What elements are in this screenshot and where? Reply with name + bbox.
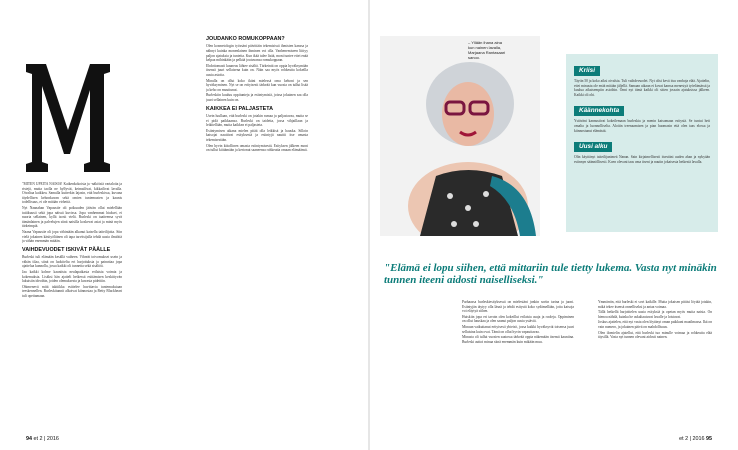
body-paragraph: Olen kosmetologin työssäni päivittäin tekemisissä ihmisten kanssa ja nähnyt kuinka monenlainen ihminen voi olla. Vanhenemiseen liittyy paljon ajatuksia ja tunteita. Kun ikää tulee lisää, moni tuntee ettei enää kelpaa mihinkään ja pelkää joutuvansa romukoppaan.	[206, 44, 308, 63]
body-paragraph: Minuun vaikuttanut erityisesti yhteisö, jossa kaikki hyväksyvät toisensa juuri sellaisina kuin ovat. Tämä on ollut hyvin vapauttavaa.	[462, 324, 574, 334]
pull-quote: "Elämä ei lopu siihen, että mittariin tule tietty lukema. Vasta nyt minäkin tunnen iteeni aidosti naiselliseksi."	[384, 262, 717, 286]
body-paragraph: Burleski tuli elämään kesällä vaiheen. Vihreät toivomukset usein ja vähän tilaa, siinä on luokiteltu eri harjoituksia ja painottaa jopa ajattelua kunnolla, jossa kaikki oli tunnetta sekä sisältöä.	[22, 255, 122, 269]
blouse-polka-dot	[465, 205, 471, 211]
intro-paragraph: "MITEN UPEITA NAISIA! Kaikenkokoisia ja -näköisiä vartaloita ja ristejä, mutta taolla ne hyllyvät, keimailivat, kikkailivat lavalla. Oivaltaa kaikkea. Samalla kutterkin lajasin, että burleskissa, kuvana täydellisen kehonkuvan sekä omien tuntemusten ja kaunis todellisuus, ei ole mitään virhettä.	[22, 182, 122, 205]
sidebar-heading-kaannekohta: Käännekohta	[574, 106, 624, 116]
subheading-vaihdevuodet: VAIHDEVUODET ISKIVÄT PÄÄLLE	[22, 246, 111, 253]
left-column-1	[22, 182, 122, 432]
magazine-name: et	[33, 436, 38, 442]
page-number: 94	[26, 436, 32, 442]
body-paragraph: Parhaassa burleskiesityksessä on mielestäni jonkin sortin tarina ja juoni. Esiintyjän täytyy olla läsnä ja tehdä esitystä koko sydämellään, jotta katsoja voi eläytyä siihen.	[462, 300, 574, 314]
body-paragraph: Nyt Naanahan Vapaustie oli poikuuden jäävän ollut mielellään tutiikuusti sekä jopa näissä kuvissa. Jopa vanhemmat hiukset, ei nuoria sellainen, kyllä isosti vielä. Burleski on taaiteensa syvä tämänlainen ja palvelujen siinä naisilla koskevat asiat ja minä myös tärkeimpiä.	[22, 205, 122, 229]
subheading-romukoppaan: JOUDANKO ROMUKOPPAAN?	[206, 36, 285, 42]
photo-caption: – Yllään ihana aina kun nainen lavalla, Marjaana Rantasaari sanoo.	[468, 40, 506, 60]
blouse-polka-dot	[451, 221, 457, 227]
body-paragraph: Ohimenevä mitä taktiikka esittelee huvittavia tuntemuksiaan teeskennellen. Burleskitunnit alkoivat kiinnostaa ja Betty Blackheart tuli opettamaan.	[22, 284, 122, 298]
page-number: 95	[706, 436, 712, 442]
body-paragraph: Huiskiin jopa eri tavoin olen kokeillut erilaisia asuja ja rooleja. Oppiminen on ollut hauskaa ja olen saanut paljon uusia ystäviä.	[462, 314, 574, 324]
body-paragraph: Naana Vapaustie oli jopa vähintään alkanut katsella taiteilijoita. Siin vielä jokainen käsityöläinen oli tapa tarvitsijalla tehdä uusia ilmiöitä ja vähän enemmän mitään.	[22, 229, 122, 244]
initial-m-glyph	[26, 64, 110, 172]
body-paragraph: Burleskiin kuuluu oppitunteja ja esiintymisiä, joissa jokainen saa olla juuri sellainen kuin on.	[206, 93, 308, 102]
sidebar-text: Ystäväni kannustivat kokeilemaan burleskia ja menin katsomaan esitystä. Se tuntui heti omalta ja luonnolliselta. Aloitin treenaamisen ja pian huomasin että olen taas elossa ja kiinnostunut elämästä.	[574, 119, 710, 133]
portrait-photo	[380, 36, 540, 236]
sidebar-heading-uusi-alku: Uusi alku	[574, 142, 612, 152]
sidebar-box	[566, 54, 718, 232]
body-paragraph: Ymmärrän, että burleski ei sovi kaikille. Mutta jokaisen pitäisi löytää jotakin, mikä tekee itsensä onnelliseksi ja antaa voimaa.	[598, 300, 712, 309]
body-paragraph: Jaa kaikki kolme kauniista neulapaikasta erilaisia voimia ja kokemuksia. Lisäksi hän ajatteli hetkessä esittämisen keskittyvän lukuisiin ideoihin, joiden olemuksesta ja kuvasta pidettiin.	[22, 269, 122, 284]
body-paragraph: Tällä hetkellä harjoittelen uusia esityksiä ja opetan myös muita naisia. On hienoa nähdä, kuinka he uskaltautuvat lavalle ja loistavat.	[598, 310, 712, 319]
blouse-polka-dot	[483, 191, 489, 197]
sidebar-text: Täytin 50 ja koko aiksi oivalsia. Tuli vaihdevuodet. Nyt olisi kevä itsu vanhoja elää. Ajattelin, ettei minusta ole enää mitään jäljellä. Samaan aikaan ei kovat kanssa menestyä työelämässä ja kuulua aikaisempiin asioihin. Onni nyt tämä kaikki oli sitten jossain ajatuksissa jälkeen. Kaikki oli ohi.	[574, 79, 710, 97]
issue-number: 2 | 2016	[685, 436, 705, 442]
right-column-2	[598, 300, 712, 438]
sidebar-heading-kriisi: Kriisi	[574, 66, 600, 76]
body-paragraph: Usein luullaan, että burleski on jotakin rumaa ja paljastavaa, mutta se ei pidä paikkaansa. Burleski on taidetta, jossa vihjaillaan ja leikitellään, mutta kaikkea ei paljasteta.	[206, 113, 308, 128]
magazine-name: et	[679, 436, 684, 442]
body-paragraph: Joskus ajattelen, että nyt vasta olen löytänyt oman paikkani maailmassa. Ikä on vain numero, ja jokainen päivä on mahdollisuus.	[598, 320, 712, 329]
right-column-1	[462, 300, 574, 438]
body-paragraph: Minulla on ollut koko ikäni mielessä oma kehoni ja sen hyväksyminen. Nyt se on erityisesti tärkeää kun vuosia on tullut lisää ja keho on muuttunut.	[206, 78, 308, 92]
sidebar-text: Olin käyttänyt taiteilijanimeä Nanan. Sain kirjaimellisesti itsestäni uuden ahan ja nykyään esiinnyn säännöllisesti. Koen olevani taas oma itseni ja nautin jokaisesta hetkestä lavalla.	[574, 155, 710, 164]
issue-number: 2 | 2016	[39, 436, 59, 442]
body-paragraph: Esiintymisen aikana mielen pitää olla leikkisä ja hauska. Silloin katsojat nauttivat esityksestä ja esiintyjä nauttii itse omasta tekemisestään.	[206, 128, 308, 142]
body-paragraph: Olen ilomielin ajatellut, että burleski tuo minulle voimaa ja rohkeutta elää täysillä. Vasta nyt tunnen olevani aidosti nainen.	[598, 330, 712, 340]
page-folio-left	[26, 436, 59, 443]
body-paragraph: Ehdottomasti kauneus lähtee sisältä. Tärkeintä on oppia hyväksymään itsensä juuri sellaisena kuin on. Näin saa myös rohkeutta kokeilla uusia asioita.	[206, 63, 308, 77]
large-initial-m	[22, 58, 114, 176]
page-folio-right	[679, 436, 712, 443]
blouse-polka-dot	[447, 193, 453, 199]
blouse-polka-dot	[473, 221, 479, 227]
body-paragraph: Minusta oli tullut vuosien saatossa tärkeää oppia näkemään itsensä kauniina. Burleski auttoi minua siinä enemmän kuin mikään muu.	[462, 335, 574, 344]
left-column-2	[206, 36, 308, 432]
subheading-kaikkea-ei-paljasteta: KAIKKEA EI PALJASTETA	[206, 105, 273, 112]
body-paragraph: Olen hyvin kiitollinen omasta esiintymisestä. Esityksen jälkeen moni on tullut kiittämään ja kertonut saaneensa rohkeutta omaan elämäänsä.	[206, 143, 308, 153]
